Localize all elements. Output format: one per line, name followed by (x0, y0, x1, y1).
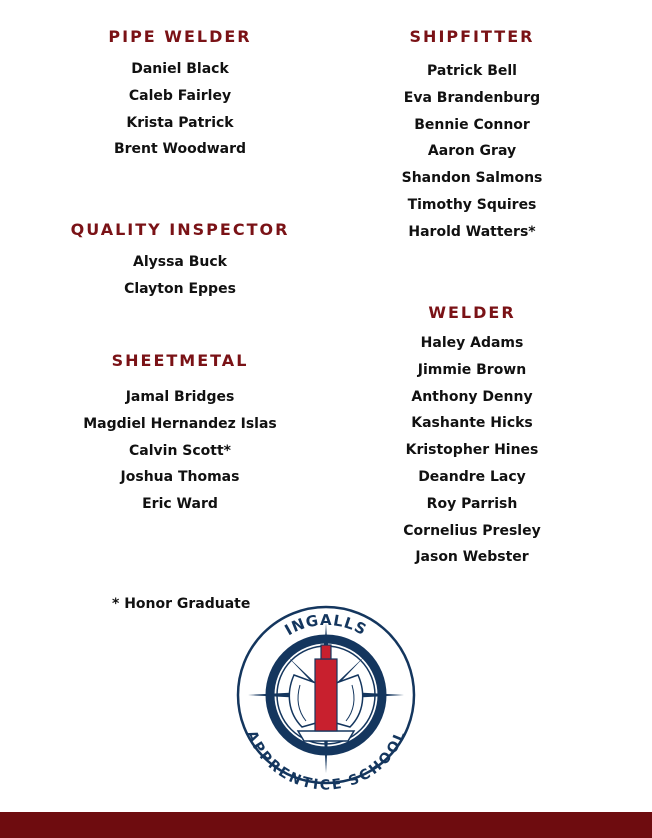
list-item: Kristopher Hines (405, 442, 539, 459)
list-item: Caleb Fairley (128, 87, 232, 104)
list-item: Eva Brandenburg (403, 89, 541, 106)
list-item: Deandre Lacy (418, 468, 526, 485)
list-item: Jamal Bridges (125, 389, 235, 405)
list-item: Timothy Squires (407, 196, 537, 213)
section-welder (372, 303, 572, 571)
section-title-welder: WELDER (428, 303, 516, 322)
section-shipfitter (372, 27, 572, 246)
list-item: Kashante Hicks (411, 415, 533, 432)
name-list-pipe-welder (80, 56, 280, 163)
section-title-sheetmetal: SHEETMETAL (111, 351, 249, 370)
list-item: Anthony Denny (411, 388, 533, 405)
logo-top-text: INGALLS (281, 610, 371, 640)
list-item: Roy Parrish (426, 495, 518, 512)
section-title-quality-inspector: QUALITY INSPECTOR (70, 220, 290, 239)
name-list-sheetmetal (60, 384, 300, 518)
list-item: Magdiel Hernandez Islas (83, 415, 277, 432)
honor-graduate-note: * Honor Graduate (112, 596, 251, 612)
list-item: Clayton Eppes (124, 280, 236, 297)
list-item: Shandon Salmons (401, 170, 543, 187)
list-item: Bennie Connor (414, 116, 530, 133)
list-item: Daniel Black (131, 61, 229, 77)
section-title-pipe-welder: PIPE WELDER (108, 27, 252, 46)
list-item: Brent Woodward (113, 141, 247, 158)
list-item: Joshua Thomas (120, 469, 240, 486)
list-item: Eric Ward (142, 496, 218, 513)
list-item: Krista Patrick (126, 114, 234, 131)
footer-bar (0, 812, 652, 838)
list-item: Calvin Scott* (129, 442, 231, 459)
list-item: Alyssa Buck (133, 254, 227, 270)
section-quality-inspector (60, 220, 300, 303)
list-item: Cornelius Presley (403, 522, 541, 539)
name-list-quality-inspector (60, 249, 300, 303)
list-item: Aaron Gray (427, 143, 517, 160)
list-item: Jason Webster (415, 549, 529, 566)
name-list-welder (372, 330, 572, 571)
section-sheetmetal (60, 351, 300, 518)
list-item: Haley Adams (420, 335, 524, 351)
list-item: Jimmie Brown (417, 361, 527, 378)
name-list-shipfitter (372, 58, 572, 246)
list-item: Harold Watters* (408, 223, 536, 240)
ingalls-apprentice-school-logo (236, 603, 416, 798)
logo-bottom-text: APPRENTICE SCHOOL (243, 728, 409, 794)
section-pipe-welder (80, 27, 280, 163)
section-title-shipfitter: SHIPFITTER (409, 27, 535, 46)
list-item: Patrick Bell (427, 63, 517, 79)
